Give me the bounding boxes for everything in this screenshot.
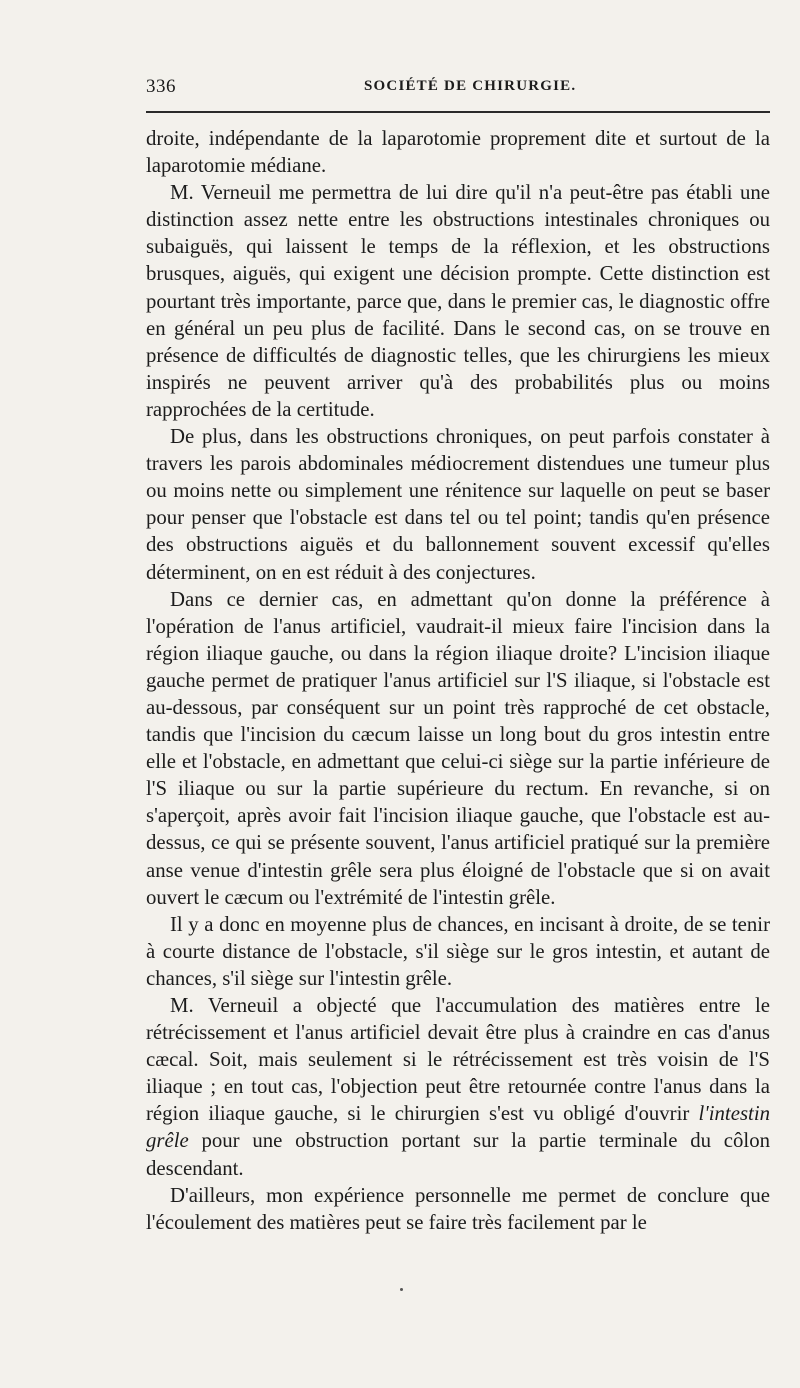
paragraph-6-after: pour une obstruction portant sur la partie terminale du côlon descendant. (146, 1129, 770, 1180)
paragraph-1: droite, indépendante de la laparotomie proprement dite et surtout de la laparotomie médiane. (146, 127, 770, 178)
running-head: SOCIÉTÉ DE CHIRURGIE. (364, 78, 577, 94)
paragraph-6 (146, 992, 770, 1182)
paragraph-5: Il y a donc en moyenne plus de chances, en incisant à droite, de se tenir à courte distance de l'obstacle, s'il siège sur le gros intestin, et autant de chances, s'il siège sur l'intestin grêle. (146, 912, 770, 990)
paper-speck (400, 1288, 403, 1291)
page-header (146, 72, 766, 102)
page-number: 336 (146, 76, 176, 97)
paragraph-2: M. Verneuil me permettra de lui dire qu'il n'a peut-être pas établi une distinction assez nette entre les obstructions intestinales chroniques ou subaiguës, qui laissent le temps de la réflexion, et les obstructions brusques, aiguës, qui exigent une décision prompte. Cette distinction est pourtant très importante, parce que, dans le premier cas, le diagnostic offre en général un peu plus de facilité. Dans le second cas, on se trouve en présence de difficultés de diagnostic telles, que les chirurgiens les mieux inspirés ne peuvent arriver qu'à des probabilités plus ou moins rapprochées de la certitude. (146, 181, 770, 421)
body-text (146, 125, 770, 1236)
header-rule (146, 111, 770, 113)
paragraph-6-italic: l'intestin grêle (146, 1102, 770, 1153)
paragraph-7: D'ailleurs, mon expérience personnelle me permet de conclure que l'écoulement des matières peut se faire très facilement par le (146, 1183, 770, 1234)
paragraph-3: De plus, dans les obstructions chroniques, on peut parfois constater à travers les parois abdominales médiocrement distendues une tumeur plus ou moins nette ou simplement une rénitence sur laquelle on peut se baser pour penser que l'obstacle est dans tel ou tel point; tandis qu'en présence des obstructions aiguës et du ballonnement souvent excessif qu'elles déterminent, on en est réduit à des conjectures. (146, 425, 770, 584)
paragraph-6-before: M. Verneuil a objecté que l'accumulation des matières entre le rétrécissement et l'anus artificiel devait être plus à craindre en cas d'anus cæcal. Soit, mais seulement si le rétrécissement est très voisin de l'S iliaque ; en tout cas, l'objection peut être retournée contre l'anus dans la région iliaque gauche, si le chirurgien s'est vu obligé d'ouvrir (146, 994, 770, 1126)
paragraph-4: Dans ce dernier cas, en admettant qu'on donne la préférence à l'opération de l'anus artificiel, vaudrait-il mieux faire l'incision dans la région iliaque gauche, ou dans la région iliaque droite? L'incision iliaque gauche permet de pratiquer l'anus artificiel sur l'S iliaque, si l'obstacle est au-dessous, par conséquent sur un point très rapproché de cet obstacle, tandis que l'incision du cæcum laisse un long bout du gros intestin entre elle et l'obstacle, en admettant que celui-ci siège sur la partie inférieure de l'S iliaque ou sur la partie supérieure du rectum. En revanche, si on s'aperçoit, après avoir fait l'incision iliaque gauche, que l'obstacle est au-dessus, ce qui se présente souvent, l'anus artificiel pratiqué sur la première anse venue d'intestin grêle sera plus éloigné de l'obstacle que si on avait ouvert le cæcum ou l'extrémité de l'intestin grêle. (146, 587, 770, 909)
